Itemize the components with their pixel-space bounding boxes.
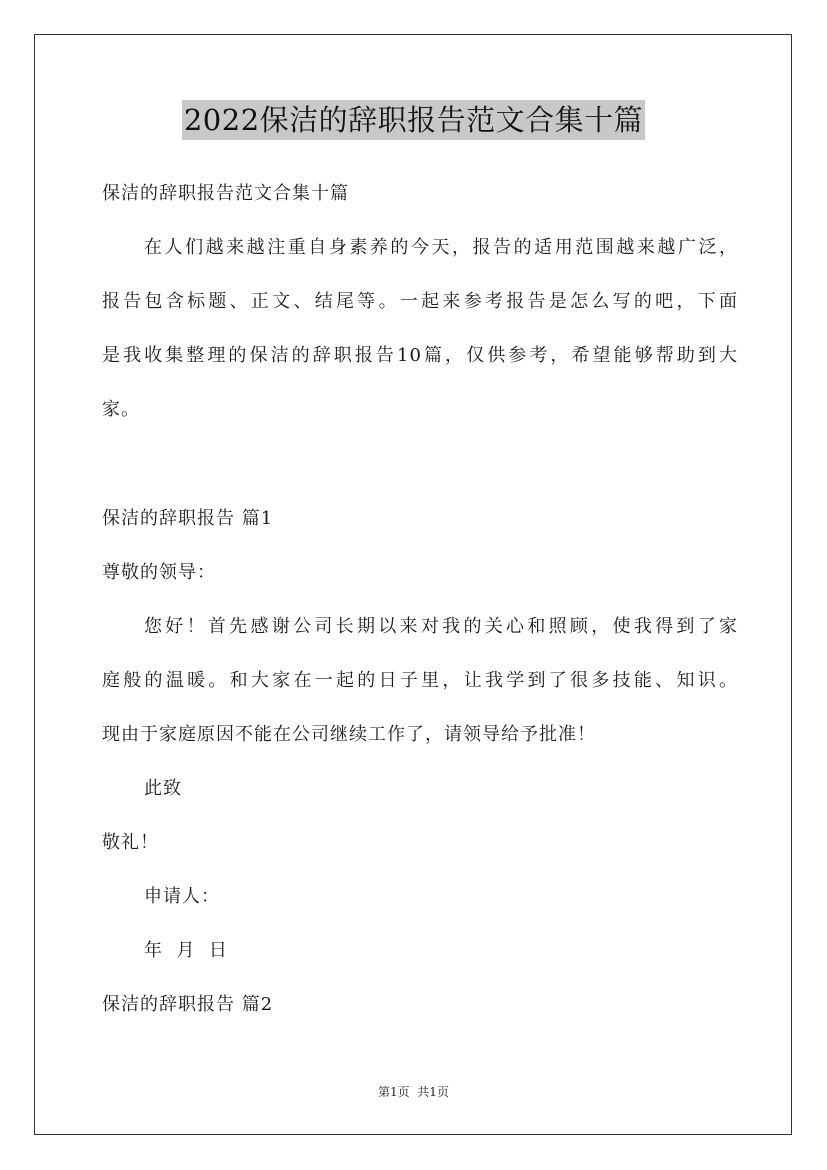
intro-line-3: 是我收集整理的保洁的辞职报告10篇，仅供参考，希望能够帮助到大	[102, 345, 738, 366]
document-title: 2022保洁的辞职报告范文合集十篇	[182, 100, 645, 140]
closing-regards: 此致	[144, 778, 182, 799]
body-line-1: 您好！首先感谢公司长期以来对我的关心和照顾，使我得到了家	[144, 616, 738, 637]
body-line-3: 现由于家庭原因不能在公司继续工作了，请领导给予批准！	[102, 724, 596, 745]
section-2-heading: 保洁的辞职报告 篇2	[102, 994, 274, 1015]
title-container	[0, 100, 827, 140]
intro-line-4: 家。	[102, 399, 140, 420]
date-line: 年 月 日	[144, 940, 228, 961]
page-footer: 第1页 共1页	[378, 1085, 449, 1099]
section-1-heading: 保洁的辞职报告 篇1	[102, 508, 274, 529]
salutation: 尊敬的领导：	[102, 562, 216, 583]
body-line-2: 庭般的温暖。和大家在一起的日子里，让我学到了很多技能、知识。	[102, 670, 738, 691]
document-subtitle: 保洁的辞职报告范文合集十篇	[102, 183, 349, 204]
closing-salute: 敬礼！	[102, 832, 159, 853]
applicant-label: 申请人：	[144, 886, 220, 907]
intro-line-2: 报告包含标题、正文、结尾等。一起来参考报告是怎么写的吧，下面	[102, 291, 738, 312]
intro-line-1: 在人们越来越注重自身素养的今天，报告的适用范围越来越广泛，	[144, 237, 738, 258]
